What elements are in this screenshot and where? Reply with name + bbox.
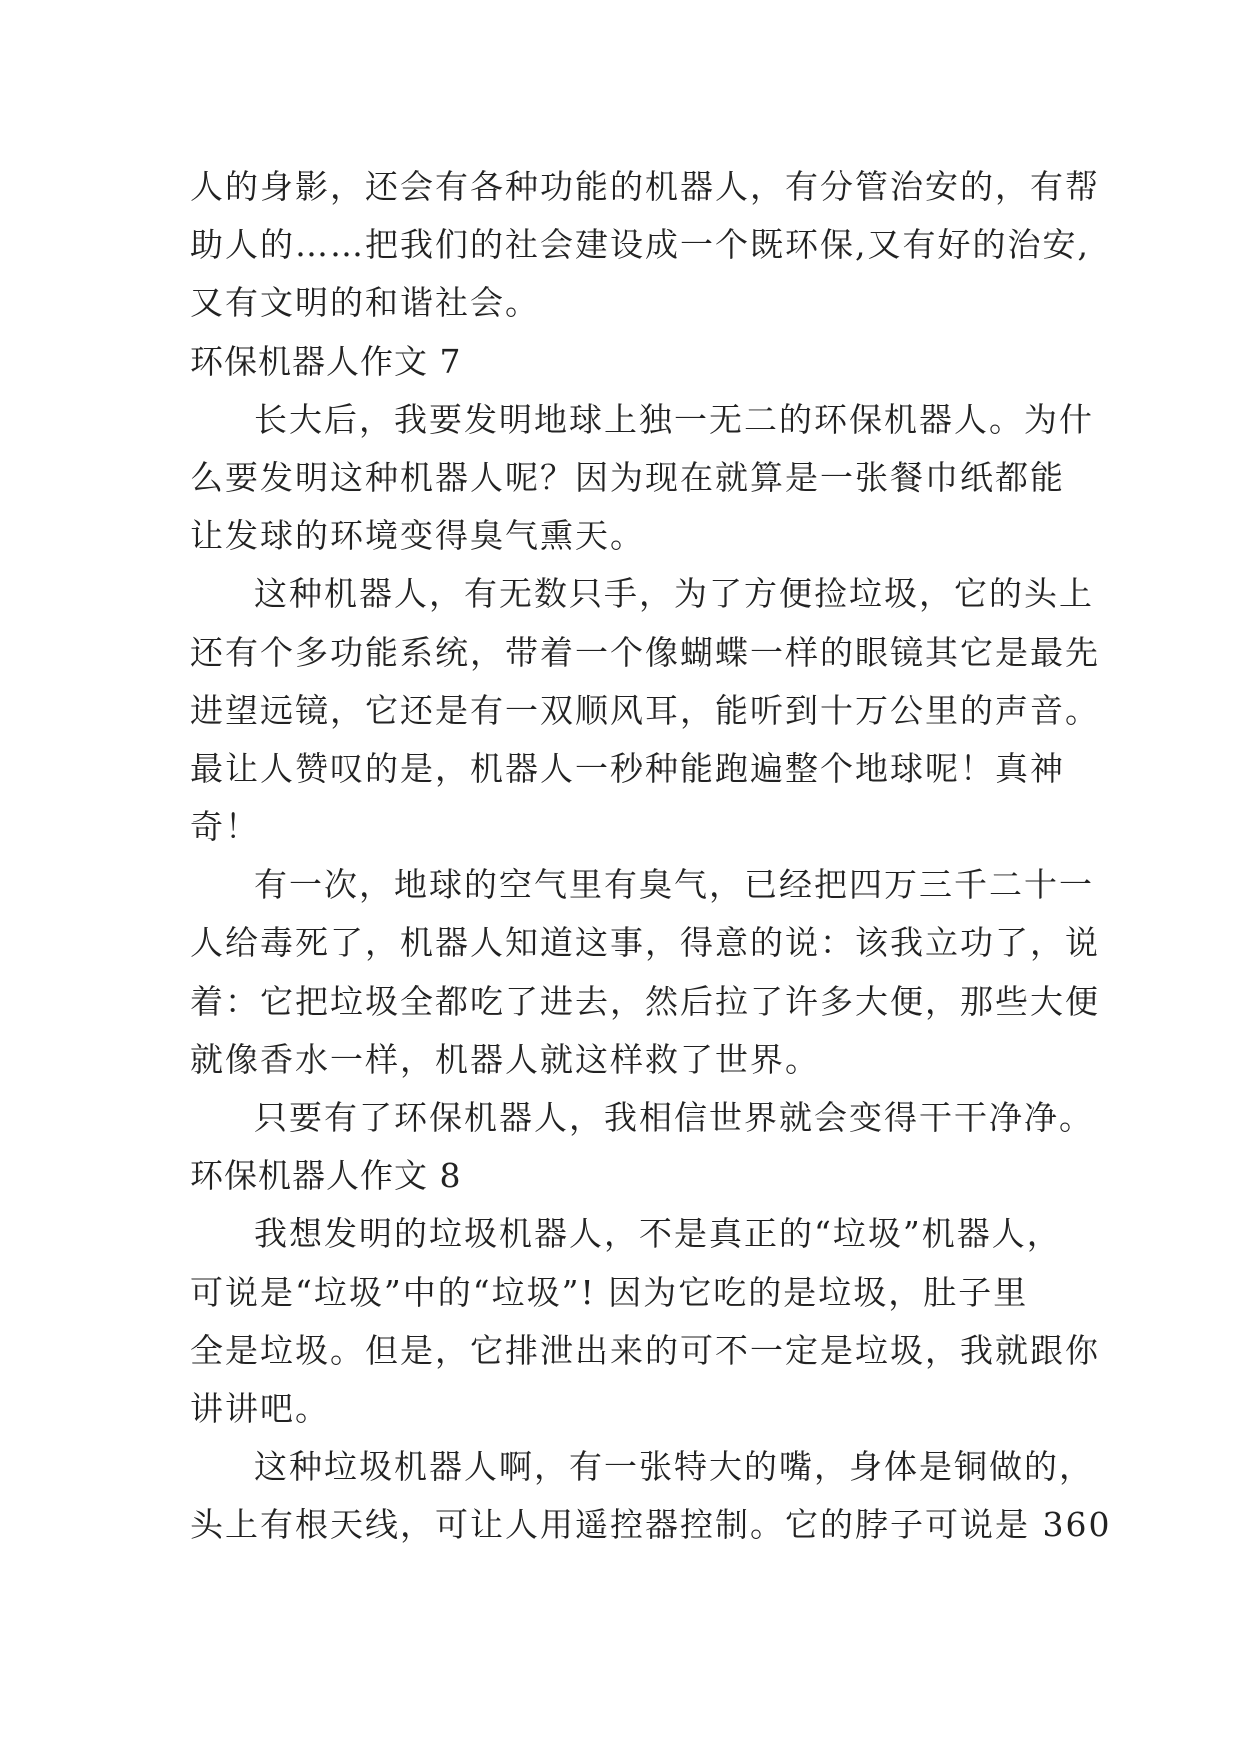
paragraph — [190, 565, 1100, 856]
text-line: 只要有了环保机器人，我相信世界就会变得干干净净。 — [254, 1098, 1094, 1137]
text-line: 最让人赞叹的是，机器人一秒种能跑遍整个地球呢！真神 — [190, 748, 1065, 788]
text-line: 头上有根天线，可让人用遥控器控制。它的脖子可说是 360 — [190, 1505, 1112, 1545]
text-line: 长大后，我要发明地球上独一无二的环保机器人。为什 — [254, 399, 1094, 439]
text-line: 有一次，地球的空气里有臭气，已经把四万三千二十一 — [254, 865, 1094, 905]
text-line: 这种机器人，有无数只手，为了方便捡垃圾，它的头上 — [254, 574, 1094, 614]
section-heading: 环保机器人作文 8 — [190, 1156, 462, 1196]
text-line: 讲讲吧。 — [190, 1388, 330, 1428]
paragraph — [190, 391, 1094, 566]
text-line: 让发球的环境变得臭气熏天。 — [190, 516, 645, 556]
paragraph — [190, 158, 1100, 333]
paragraph — [190, 1089, 1094, 1147]
paragraph — [190, 856, 1100, 1089]
paragraph — [190, 1438, 1112, 1554]
text-line: 就像香水一样，机器人就这样救了世界。 — [190, 1039, 820, 1079]
text-line: 么要发明这种机器人呢？因为现在就算是一张餐巾纸都能 — [190, 457, 1065, 497]
text-line: 可说是“垃圾”中的“垃圾”! 因为它吃的是垃圾，肚子里 — [190, 1272, 1029, 1312]
paragraph — [190, 1205, 1100, 1438]
document-page — [190, 158, 1112, 1555]
text-line: 进望远镜，它还是有一双顺风耳，能听到十万公里的声音。 — [190, 690, 1100, 730]
text-line: 又有文明的和谐社会。 — [190, 283, 540, 323]
text-line: 人的身影，还会有各种功能的机器人，有分管治安的，有帮 — [190, 167, 1100, 206]
section-heading: 环保机器人作文 7 — [190, 341, 462, 381]
text-line: 全是垃圾。但是，它排泄出来的可不一定是垃圾，我就跟你 — [190, 1330, 1100, 1370]
text-line: 还有个多功能系统，带着一个像蝴蝶一样的眼镜其它是最先 — [190, 632, 1100, 672]
text-line: 我想发明的垃圾机器人，不是真正的“垃圾”机器人， — [254, 1214, 1062, 1254]
text-line: 人给毒死了，机器人知道这事，得意的说：该我立功了，说 — [190, 923, 1100, 963]
text-line: 这种垃圾机器人啊，有一张特大的嘴，身体是铜做的， — [254, 1447, 1094, 1487]
text-line: 助人的……把我们的社会建设成一个既环保,又有好的治安, — [190, 225, 1090, 265]
text-line: 奇！ — [190, 807, 260, 847]
text-line: 着：它把垃圾全都吃了进去，然后拉了许多大便，那些大便 — [190, 981, 1100, 1021]
